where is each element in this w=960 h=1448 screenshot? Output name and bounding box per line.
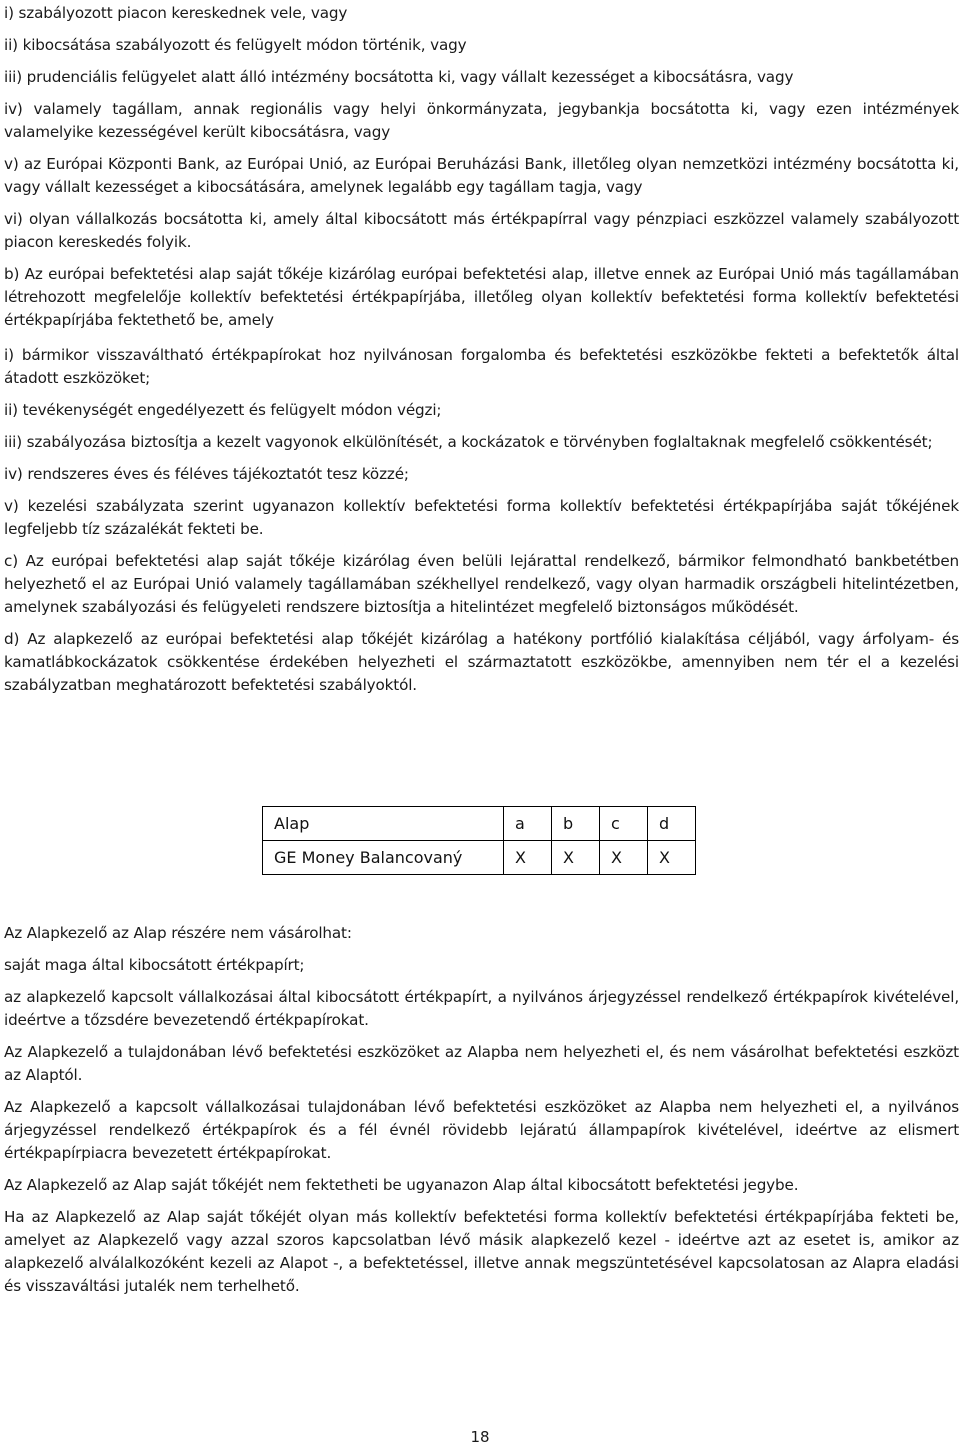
paragraph-b-iv: iv) rendszeres éves és féléves tájékoztatót tesz közzé; xyxy=(4,465,409,483)
paragraph-restriction-2: az alapkezelő kapcsolt vállalkozásai által kibocsátott értékpapírt, a nyilvános árjegyzéssel rendelkező értékpapírok kivételével, ideértve a tőzsdére bevezetendő értékpapírokat. xyxy=(4,988,959,1029)
table-row xyxy=(263,841,696,875)
table-header-cell: a xyxy=(504,807,552,841)
paragraph-vi: vi) olyan vállalkozás bocsátotta ki, amely által kibocsátott más értékpapírral vagy pénzpiaci eszközzel valamely szabályozott piacon kereskedés folyik. xyxy=(4,210,959,251)
table-header-cell: b xyxy=(552,807,600,841)
table-cell: X xyxy=(504,841,552,875)
paragraph-d: d) Az alapkezelő az európai befektetési alap tőkéjét kizárólag a hatékony portfólió kialakítása céljából, vagy árfolyam- és kamatlábkockázatok csökkentése érdekében helyezheti el származtatott eszközökbe, amennyiben nem tér el a kezelési szabályzatban meghatározott befektetési szabályoktól. xyxy=(4,630,959,694)
paragraph-b-ii: ii) tevékenységét engedélyezett és felügyelt módon végzi; xyxy=(4,401,442,419)
paragraph-restriction-6: Ha az Alapkezelő az Alap saját tőkéjét olyan más kollektív befektetési forma kollektív befektetési értékpapírjába fekteti be, amelyet az Alapkezelő vagy azzal szoros kapcsolatban lévő másik alapkezelő kezel - ideértve azt az esetet is, amikor az alapkezelő alválalkozóként kezeli az Alapot -, a befektetéssel, illetve annak megszüntetésével kapcsolatosan az Alapra eladási és visszaváltási jutalék nem terhelhető. xyxy=(4,1208,959,1295)
paragraph-ii: ii) kibocsátása szabályozott és felügyelt módon történik, vagy xyxy=(4,36,467,54)
table-cell: X xyxy=(552,841,600,875)
table-header-cell: Alap xyxy=(263,807,504,841)
paragraph-restriction-intro: Az Alapkezelő az Alap részére nem vásárolhat: xyxy=(4,924,352,942)
paragraph-b-v: v) kezelési szabályzata szerint ugyanazon kollektív befektetési forma kollektív befektetési értékpapírjába saját tőkéjének legfeljebb tíz százalékát fekteti be. xyxy=(4,497,959,538)
paragraph-restriction-3: Az Alapkezelő a tulajdonában lévő befektetési eszközöket az Alapba nem helyezheti el, és nem vásárolhat befektetési eszközt az Alaptól. xyxy=(4,1043,959,1084)
paragraph-b-iii: iii) szabályozása biztosítja a kezelt vagyonok elkülönítését, a kockázatok e törvényben foglaltaknak megfelelő csökkentését; xyxy=(4,433,933,451)
paragraph-i: i) szabályozott piacon kereskednek vele, vagy xyxy=(4,4,348,22)
paragraph-restriction-5: Az Alapkezelő az Alap saját tőkéjét nem fektetheti be ugyanazon Alap által kibocsátott befektetési jegybe. xyxy=(4,1176,799,1194)
table-cell: GE Money Balancovaný xyxy=(263,841,504,875)
document-body-bottom xyxy=(4,922,959,1298)
table-header-row xyxy=(263,807,696,841)
paragraph-iii: iii) prudenciális felügyelet alatt álló intézmény bocsátotta ki, vagy vállalt kezességet a kibocsátásra, vagy xyxy=(4,68,794,86)
table-header-cell: d xyxy=(648,807,696,841)
document-body-top xyxy=(4,0,959,697)
paragraph-v: v) az Európai Központi Bank, az Európai Unió, az Európai Beruházási Bank, illetőleg olyan nemzetközi intézmény bocsátotta ki, vagy vállalt kezességet a kibocsátására, amelynek legalább egy tagállam tagja, vagy xyxy=(4,155,959,196)
paragraph-c: c) Az európai befektetési alap saját tőkéje kizárólag éven belüli lejárattal rendelkező, bármikor felmondható bankbetétben helyezhető el az Európai Unió valamely tagállamában székhellyel rendelkező, vagy olyan harmadik országbeli hitelintézetben, amelynek szabályozási és felügyeleti rendszere biztosítja a hitelintézet megfelelő biztonságos működését. xyxy=(4,552,959,616)
paragraph-b-i: i) bármikor visszaváltható értékpapírokat hoz nyilvánosan forgalomba és befektetési eszközökbe fekteti a befektetők által átadott eszközöket; xyxy=(4,346,959,387)
table-cell: X xyxy=(600,841,648,875)
table-cell: X xyxy=(648,841,696,875)
paragraph-restriction-4: Az Alapkezelő a kapcsolt vállalkozásai tulajdonában lévő befektetési eszközöket az Alapba nem helyezheti el, a nyilvános árjegyzéssel rendelkező értékpapírok és a fél évnél rövidebb lejáratú állampapírok kivételével, ideértve az elismert értékpapírpiacra bevezetett értékpapírokat. xyxy=(4,1098,959,1162)
paragraph-iv: iv) valamely tagállam, annak regionális vagy helyi önkormányzata, jegybankja bocsátotta ki, vagy ezen intézmények valamelyike kezességével került kibocsátásra, vagy xyxy=(4,100,959,141)
page-number: 18 xyxy=(470,1428,490,1446)
fund-table xyxy=(262,806,696,875)
paragraph-b: b) Az európai befektetési alap saját tőkéje kizárólag európai befektetési alap, illetve ennek az Európai Unió más tagállamában létrehozott megfelelője kollektív befektetési értékpapírjába, illetőleg olyan kollektív befektetési forma kollektív befektetési értékpapírjába fektethető be, amely xyxy=(4,265,959,329)
table-header-cell: c xyxy=(600,807,648,841)
paragraph-restriction-1: saját maga által kibocsátott értékpapírt; xyxy=(4,956,305,974)
